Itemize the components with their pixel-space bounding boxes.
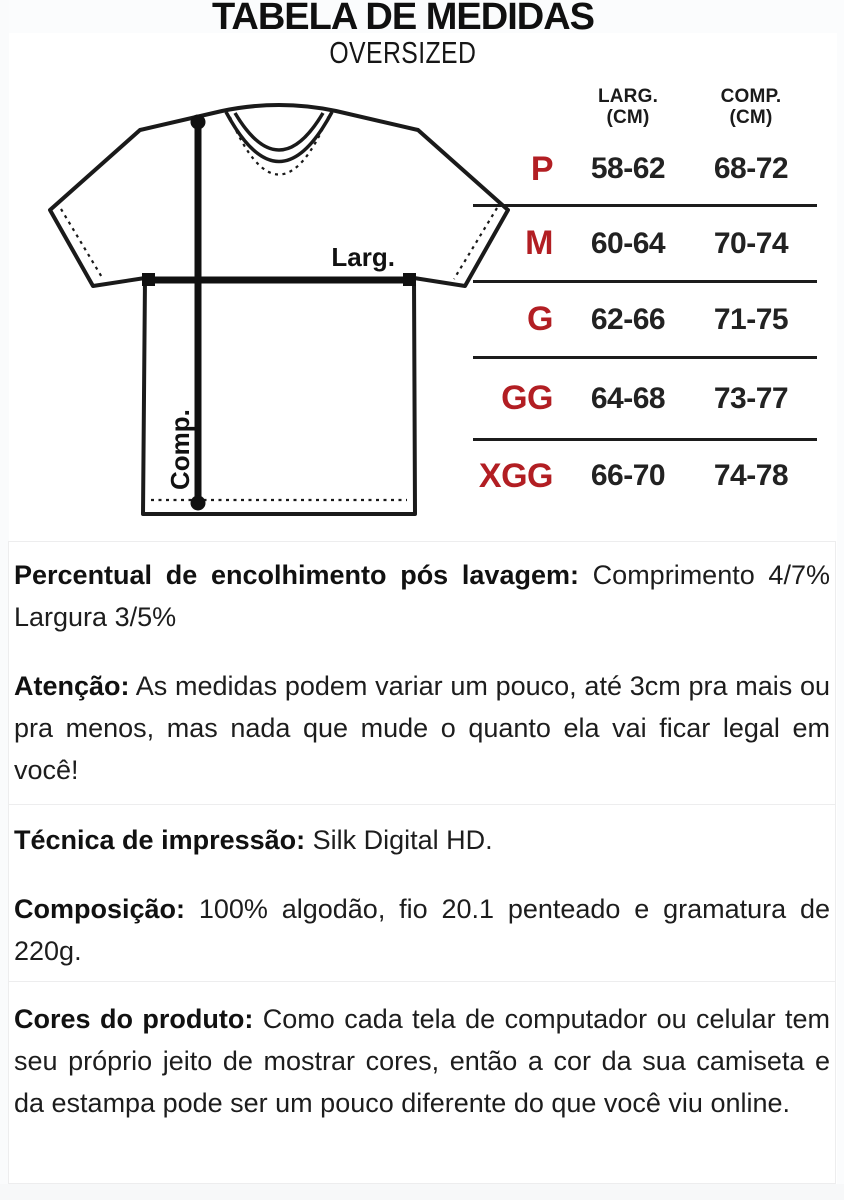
colors-paragraph	[14, 998, 830, 1124]
size-table	[473, 86, 817, 511]
technique-label: Técnica de impressão:	[14, 825, 306, 855]
subheader	[0, 36, 806, 70]
width-value: 58-62	[590, 152, 666, 185]
length-column-header: COMP. (CM)	[720, 86, 782, 128]
shrinkage-label: Percentual de encolhimento pós lavagem:	[14, 560, 579, 590]
width-value: 62-66	[590, 302, 666, 336]
composition-paragraph	[14, 888, 830, 972]
composition-label: Composição:	[14, 894, 186, 924]
width-column-header: LARG. (CM)	[597, 86, 659, 128]
length-value: 74-78	[713, 459, 789, 492]
attention-paragraph	[14, 665, 830, 791]
length-value: 70-74	[713, 226, 789, 260]
composition-text: 100% algodão, fio 20.1 penteado e gramatura de 220g.	[14, 894, 830, 966]
width-value: 66-70	[590, 459, 666, 492]
length-value: 73-77	[713, 381, 789, 415]
product-details-box	[8, 541, 836, 1184]
width-value: 64-68	[590, 381, 666, 415]
header	[0, 0, 806, 38]
table-row	[473, 134, 817, 207]
page-subtitle: OVERSIZED	[329, 35, 477, 70]
shrinkage-text: Comprimento 4/7% Largura 3/5%	[14, 560, 830, 632]
colors-text: Como cada tela de computador ou celular tem seu próprio jeito de mostrar cores, então a cor da sua camiseta e da estampa pode ser um pouco diferente do que você viu online.	[14, 1004, 830, 1118]
details-row-measures	[9, 542, 835, 805]
technique-paragraph	[14, 819, 830, 861]
width-measure-end-left	[142, 273, 155, 286]
length-value: 71-75	[713, 302, 789, 336]
size-label: P	[530, 149, 553, 188]
size-column-header	[473, 86, 565, 134]
details-row-colors	[9, 982, 835, 1183]
width-value: 60-64	[590, 226, 666, 260]
size-table-header	[473, 86, 817, 134]
page-edge-bottom	[0, 1184, 844, 1200]
attention-label: Atenção:	[14, 671, 130, 701]
length-value: 68-72	[713, 152, 789, 185]
length-measure-end-top	[191, 115, 206, 130]
page-title: TABELA DE MEDIDAS	[212, 0, 594, 38]
attention-text: As medidas podem variar um pouco, até 3cm pra mais ou pra menos, mas nada que mude o quanto ela vai ficar legal em você!	[14, 671, 830, 785]
size-label: XGG	[478, 456, 553, 495]
size-label: GG	[501, 379, 553, 417]
table-row	[473, 441, 817, 511]
size-table-body	[473, 134, 817, 511]
shrinkage-paragraph	[14, 554, 830, 638]
tshirt-outline	[50, 105, 508, 514]
table-row	[473, 283, 817, 359]
tshirt-diagram	[30, 90, 510, 530]
length-measure-end-bottom	[191, 496, 206, 511]
table-row	[473, 359, 817, 441]
colors-label: Cores do produto:	[14, 1004, 254, 1034]
length-label: Comp.	[165, 409, 195, 490]
technique-text: Silk Digital HD.	[305, 825, 493, 855]
size-label: G	[527, 300, 553, 338]
table-row	[473, 207, 817, 283]
size-label: M	[525, 224, 553, 262]
width-measure-end-right	[403, 273, 416, 286]
width-label: Larg.	[331, 242, 395, 272]
details-row-fabrication	[9, 805, 835, 982]
page-edge-right	[837, 0, 844, 1200]
